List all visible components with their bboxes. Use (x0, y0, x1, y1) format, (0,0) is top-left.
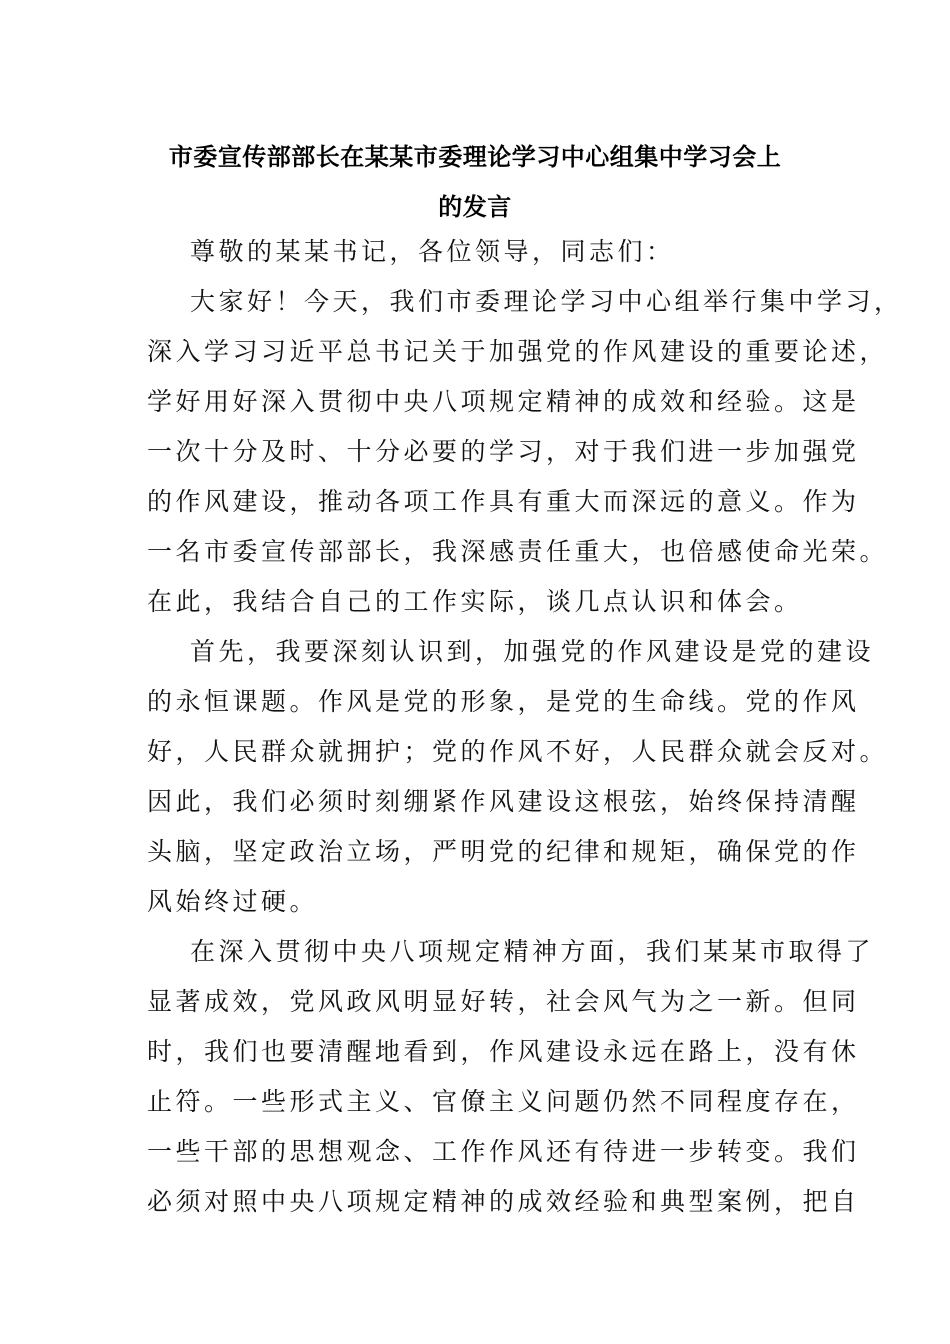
body-text-line: 好，人民群众就拥护；党的作风不好，人民群众就会反对。 (147, 737, 889, 766)
body-text-line: 因此，我们必须时刻绷紧作风建设这根弦，始终保持清醒 (147, 787, 860, 816)
body-text-line: 的作风建设，推动各项工作具有重大而深远的意义。作为 (147, 487, 860, 516)
body-text-line: 在深入贯彻中央八项规定精神方面，我们某某市取得了 (190, 937, 875, 966)
body-text-line: 止符。一些形式主义、官僚主义问题仍然不同程度存在， (147, 1087, 860, 1116)
body-text-line: 在此，我结合自己的工作实际，谈几点认识和体会。 (147, 587, 803, 616)
body-text-line: 一次十分及时、十分必要的学习，对于我们进一步加强党 (147, 437, 860, 466)
body-text-line: 深入学习习近平总书记关于加强党的作风建设的重要论述， (147, 337, 889, 366)
salutation-line: 尊敬的某某书记，各位领导，同志们： (190, 237, 675, 266)
body-text-line: 风始终过硬。 (147, 887, 319, 916)
body-text-line: 时，我们也要清醒地看到，作风建设永远在路上，没有休 (147, 1037, 860, 1066)
body-text-line: 大家好！今天，我们市委理论学习中心组举行集中学习， (190, 287, 903, 316)
document-title-line-2: 的发言 (438, 192, 512, 221)
body-text-line: 显著成效，党风政风明显好转，社会风气为之一新。但同 (147, 987, 860, 1016)
document-title-line-1: 市委宣传部部长在某某市委理论学习中心组集中学习会上 (168, 142, 782, 171)
body-text-line: 头脑，坚定政治立场，严明党的纪律和规矩，确保党的作 (147, 837, 860, 866)
body-text-line: 必须对照中央八项规定精神的成效经验和典型案例，把自 (147, 1187, 860, 1216)
body-text-line: 的永恒课题。作风是党的形象，是党的生命线。党的作风 (147, 687, 860, 716)
body-text-line: 一名市委宣传部部长，我深感责任重大，也倍感使命光荣。 (147, 537, 889, 566)
body-text-line: 一些干部的思想观念、工作作风还有待进一步转变。我们 (147, 1137, 860, 1166)
body-text-line: 首先，我要深刻认识到，加强党的作风建设是党的建设 (190, 637, 875, 666)
body-text-line: 学好用好深入贯彻中央八项规定精神的成效和经验。这是 (147, 387, 860, 416)
